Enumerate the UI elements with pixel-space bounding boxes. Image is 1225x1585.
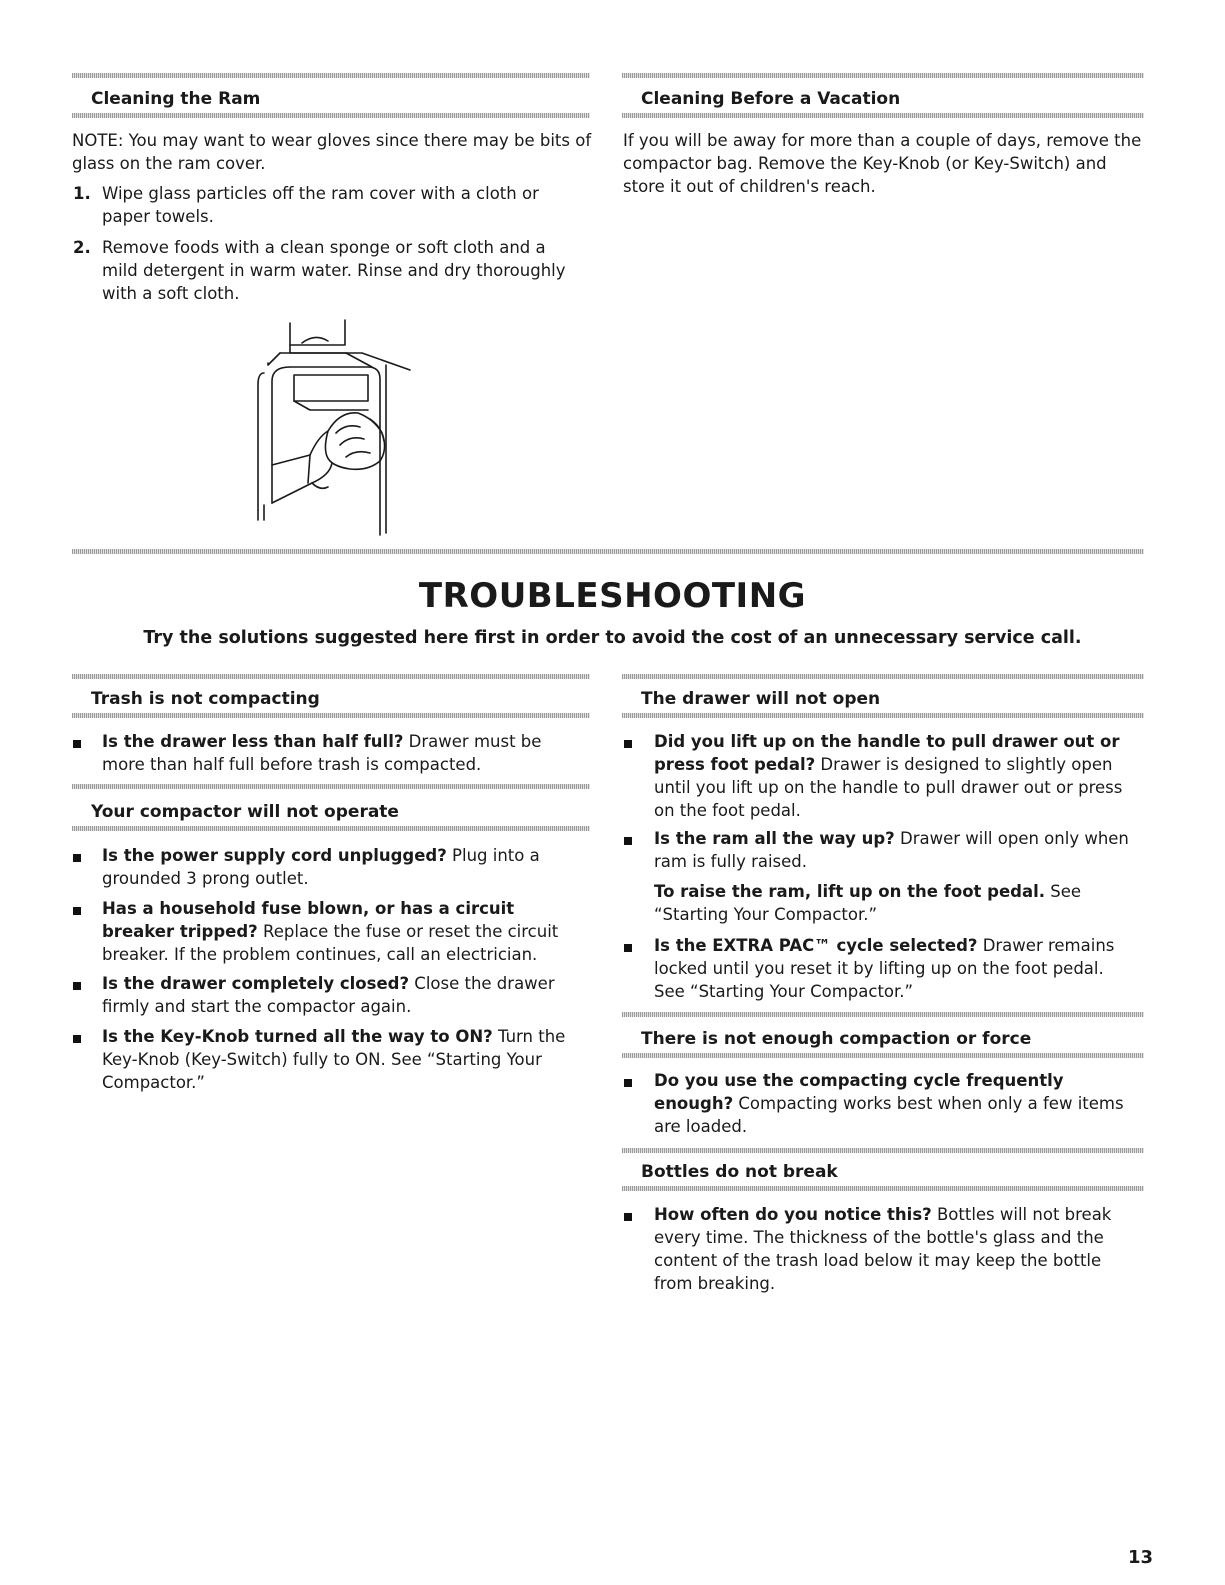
compactor-not-operate-heading: Your compactor will not operate	[91, 802, 399, 822]
not-enough-compaction-heading: There is not enough compaction or force	[641, 1029, 1032, 1049]
list-item: How often do you notice this? Bottles will not break every time. The thickness of the bottle's glass and the content of the trash load below it may keep the bottle from breaking.	[654, 1205, 1112, 1293]
trash-not-compacting-heading: Trash is not compacting	[91, 689, 320, 709]
section-rule	[622, 1148, 1144, 1153]
bullet	[624, 1079, 632, 1087]
cleaning-vacation-text: If you will be away for more than a couple of days, remove the compactor bag. Remove the Key-Knob (or Key-Switch) and store it out of children's reach.	[623, 131, 1142, 196]
page-number: 13	[1128, 1547, 1154, 1568]
cleaning-ram-heading: Cleaning the Ram	[91, 89, 261, 109]
step-number: 1.	[73, 184, 91, 203]
raise-ram-note: To raise the ram, lift up on the foot pedal. See “Starting Your Compactor.”	[654, 882, 1082, 924]
section-rule	[622, 1012, 1144, 1017]
section-rule	[72, 826, 590, 831]
list-item: Is the power supply cord unplugged? Plug into a grounded 3 prong outlet.	[102, 846, 540, 888]
section-rule	[622, 73, 1144, 78]
list-item: Do you use the compacting cycle frequently enough? Compacting works best when only a few items are loaded.	[654, 1071, 1124, 1136]
section-rule	[72, 73, 590, 78]
page-title: TROUBLESHOOTING	[418, 576, 807, 616]
section-rule	[622, 674, 1144, 679]
bottles-not-break-heading: Bottles do not break	[641, 1162, 838, 1182]
section-rule	[622, 1053, 1144, 1058]
list-item: Is the drawer completely closed? Close the drawer firmly and start the compactor again.	[102, 974, 555, 1016]
cleaning-ram-note: NOTE: You may want to wear gloves since there may be bits of glass on the ram cover.	[72, 131, 592, 173]
section-rule	[72, 113, 590, 118]
cleaning-vacation-heading: Cleaning Before a Vacation	[641, 89, 901, 109]
list-item: Did you lift up on the handle to pull drawer out or press foot pedal? Drawer is designed to slightly open until you lift up on the handle to pull drawer out or press on the foot pedal.	[654, 732, 1123, 820]
bullet	[73, 982, 81, 990]
list-item: Is the drawer less than half full? Drawer must be more than half full before trash is compacted.	[102, 732, 542, 774]
list-item: Is the EXTRA PAC™ cycle selected? Drawer remains locked until you reset it by lifting up on the foot pedal. See “Starting Your Compactor.”	[654, 936, 1115, 1001]
section-rule	[622, 113, 1144, 118]
step-text: Wipe glass particles off the ram cover with a cloth or paper towels.	[102, 184, 539, 226]
section-rule	[622, 1186, 1144, 1191]
section-rule	[72, 784, 590, 789]
bullet	[73, 1035, 81, 1043]
bullet	[73, 740, 81, 748]
bullet	[624, 837, 632, 845]
page-subtitle: Try the solutions suggested here first in order to avoid the cost of an unnecessary service call.	[143, 628, 1082, 648]
section-rule	[72, 674, 590, 679]
ram-cleaning-illustration	[250, 315, 420, 540]
bullet	[624, 944, 632, 952]
bullet	[624, 740, 632, 748]
bullet	[73, 907, 81, 915]
section-rule	[72, 549, 1144, 554]
section-rule	[72, 713, 590, 718]
bullet	[73, 854, 81, 862]
drawer-not-open-heading: The drawer will not open	[641, 689, 881, 709]
bullet	[624, 1213, 632, 1221]
list-item: Has a household fuse blown, or has a circuit breaker tripped? Replace the fuse or reset the circuit breaker. If the problem continues, call an electrician.	[102, 899, 559, 964]
step-number: 2.	[73, 238, 91, 257]
step-text: Remove foods with a clean sponge or soft cloth and a mild detergent in warm water. Rinse and dry thoroughly with a soft cloth.	[102, 238, 566, 303]
section-rule	[622, 713, 1144, 718]
list-item: Is the ram all the way up? Drawer will open only when ram is fully raised.	[654, 829, 1129, 871]
list-item: Is the Key-Knob turned all the way to ON? Turn the Key-Knob (Key-Switch) fully to ON. See “Starting Your Compactor.”	[102, 1027, 566, 1092]
